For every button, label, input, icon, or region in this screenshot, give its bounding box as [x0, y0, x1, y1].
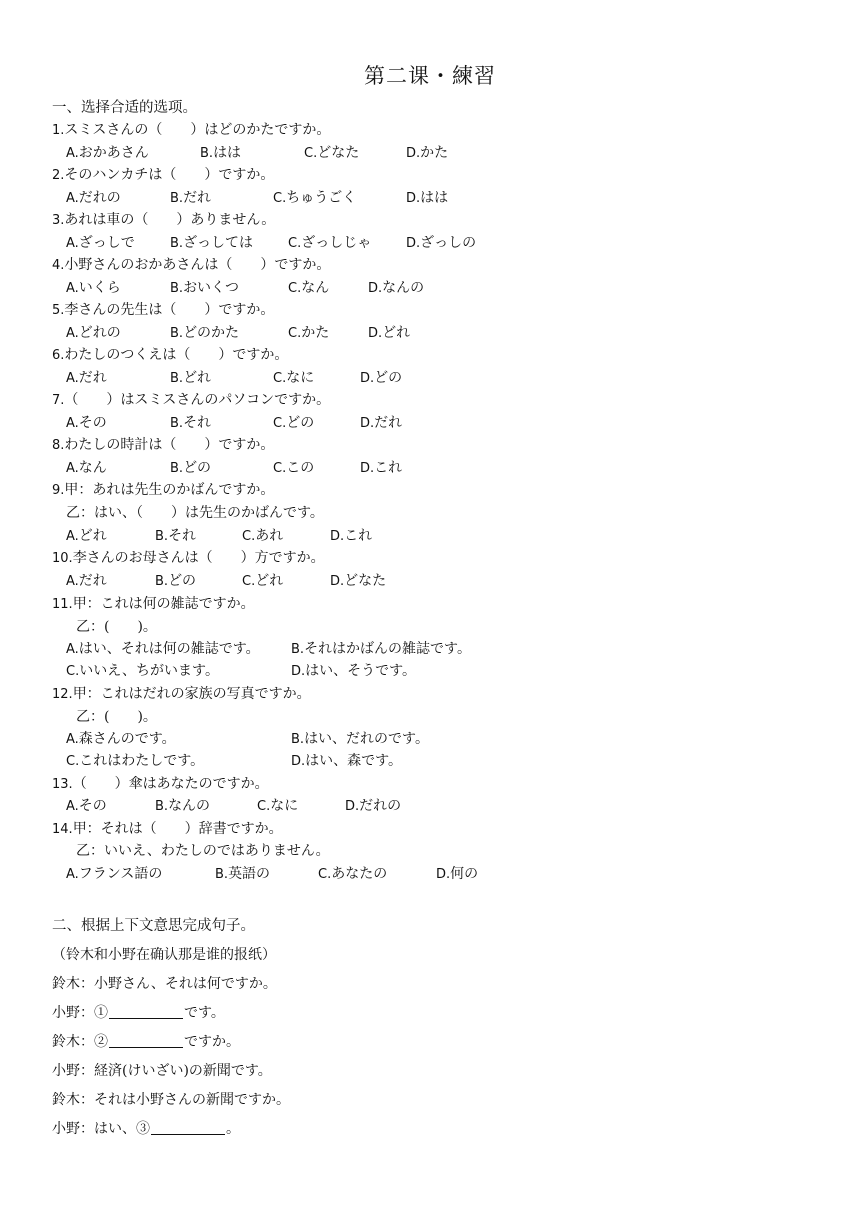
option-a[interactable]: A.どれ: [66, 528, 107, 544]
option-b[interactable]: B.どの: [170, 460, 212, 476]
question-2: 2.そのハンカチは（ ）ですか。: [52, 167, 275, 183]
section-2-context: （铃木和小野在确认那是谁的报纸）: [52, 947, 276, 963]
option-a[interactable]: A.だれの: [66, 190, 121, 206]
option-c[interactable]: C.どの: [273, 415, 315, 431]
option-d[interactable]: D.だれの: [345, 798, 402, 814]
option-d[interactable]: D.だれ: [360, 415, 403, 431]
option-c[interactable]: C.ざっしじゃ: [288, 235, 372, 251]
question-12: 12.甲：これはだれの家族の写真ですか。: [52, 686, 311, 702]
question-9-reply: 乙：はい、（ ）は先生のかばんです。: [66, 505, 324, 521]
option-d[interactable]: D.はい、森です。: [291, 753, 403, 769]
question-12-reply: 乙：( )。: [76, 709, 157, 725]
option-d[interactable]: D.なんの: [368, 280, 425, 296]
option-d[interactable]: D.何の: [436, 866, 479, 882]
answer-blank-3[interactable]: [151, 1120, 225, 1135]
option-c[interactable]: C.どれ: [242, 573, 284, 589]
option-d[interactable]: D.はは: [406, 190, 449, 206]
option-a[interactable]: A.ざっしで: [66, 235, 135, 251]
option-c[interactable]: C.かた: [288, 325, 330, 341]
option-a[interactable]: A.だれ: [66, 573, 107, 589]
option-a[interactable]: A.いくら: [66, 280, 121, 296]
question-3: 3.あれは車の（ ）ありません。: [52, 212, 276, 228]
question-6: 6.わたしのつくえは（ ）ですか。: [52, 347, 289, 363]
question-8: 8.わたしの時計は（ ）ですか。: [52, 437, 275, 453]
option-c[interactable]: C.どなた: [304, 145, 360, 161]
question-11-reply: 乙：( )。: [76, 619, 157, 635]
option-b[interactable]: B.どれ: [170, 370, 212, 386]
option-d[interactable]: D.はい、そうです。: [291, 663, 417, 679]
option-d[interactable]: D.ざっしの: [406, 235, 477, 251]
option-c[interactable]: C.あれ: [242, 528, 284, 544]
option-b[interactable]: B.どのかた: [170, 325, 240, 341]
option-a[interactable]: A.その: [66, 415, 107, 431]
question-13: 13.（ ）傘はあなたのですか。: [52, 776, 269, 792]
question-1: 1.スミスさんの（ ）はどのかたですか。: [52, 122, 331, 138]
option-c[interactable]: C.ちゅうごく: [273, 190, 357, 206]
dialogue-line-2: 小野：① です。: [52, 1005, 225, 1021]
option-c[interactable]: C.いいえ、ちがいます。: [66, 663, 219, 679]
question-11: 11.甲：これは何の雑誌ですか。: [52, 596, 255, 612]
dialogue-line-3: 鈴木：② ですか。: [52, 1034, 240, 1050]
question-14-reply: 乙：いいえ、わたしのではありません。: [76, 843, 330, 859]
option-b[interactable]: B.それはかばんの雑誌です。: [291, 641, 471, 657]
page-title: 第二课・練習: [364, 64, 496, 88]
option-b[interactable]: B.それ: [170, 415, 212, 431]
option-a[interactable]: A.その: [66, 798, 107, 814]
option-d[interactable]: D.これ: [360, 460, 403, 476]
dialogue-line-1: 鈴木：小野さん、それは何ですか。: [52, 976, 277, 992]
option-b[interactable]: B.はは: [200, 145, 242, 161]
option-a[interactable]: A.フランス語の: [66, 866, 163, 882]
option-d[interactable]: D.どれ: [368, 325, 411, 341]
section-1-heading: 一、选择合适的选项。: [52, 100, 197, 116]
option-a[interactable]: A.おかあさん: [66, 145, 149, 161]
option-a[interactable]: A.はい、それは何の雑誌です。: [66, 641, 260, 657]
option-d[interactable]: D.どなた: [330, 573, 387, 589]
section-2-heading: 二、根据上下文意思完成句子。: [52, 918, 255, 934]
option-b[interactable]: B.英語の: [215, 866, 271, 882]
answer-blank-2[interactable]: [109, 1033, 183, 1048]
dialogue-line-6: 小野：はい、③ 。: [52, 1121, 240, 1137]
option-c[interactable]: C.あなたの: [318, 866, 388, 882]
option-a[interactable]: A.森さんのです。: [66, 731, 176, 747]
option-d[interactable]: D.かた: [406, 145, 449, 161]
option-d[interactable]: D.どの: [360, 370, 403, 386]
question-9: 9.甲：あれは先生のかばんですか。: [52, 482, 275, 498]
option-c[interactable]: C.なん: [288, 280, 330, 296]
option-b[interactable]: B.なんの: [155, 798, 211, 814]
option-c[interactable]: C.この: [273, 460, 315, 476]
dialogue-line-5: 鈴木：それは小野さんの新聞ですか。: [52, 1092, 290, 1108]
option-a[interactable]: A.なん: [66, 460, 107, 476]
option-b[interactable]: B.どの: [155, 573, 197, 589]
option-a[interactable]: A.どれの: [66, 325, 121, 341]
option-b[interactable]: B.それ: [155, 528, 197, 544]
option-c[interactable]: C.なに: [273, 370, 315, 386]
option-b[interactable]: B.ざっしては: [170, 235, 254, 251]
answer-blank-1[interactable]: [109, 1004, 183, 1019]
question-4: 4.小野さんのおかあさんは（ ）ですか。: [52, 257, 331, 273]
option-a[interactable]: A.だれ: [66, 370, 107, 386]
option-d[interactable]: D.これ: [330, 528, 373, 544]
question-7: 7.（ ）はスミスさんのパソコンですか。: [52, 392, 331, 408]
question-10: 10.李さんのお母さんは（ ）方ですか。: [52, 550, 325, 566]
option-b[interactable]: B.おいくつ: [170, 280, 240, 296]
option-b[interactable]: B.はい、だれのです。: [291, 731, 429, 747]
dialogue-line-4: 小野：経済(けいざい)の新聞です。: [52, 1063, 272, 1079]
option-c[interactable]: C.これはわたしです。: [66, 753, 205, 769]
question-14: 14.甲：それは（ ）辞書ですか。: [52, 821, 283, 837]
option-c[interactable]: C.なに: [257, 798, 299, 814]
option-b[interactable]: B.だれ: [170, 190, 212, 206]
question-5: 5.李さんの先生は（ ）ですか。: [52, 302, 275, 318]
